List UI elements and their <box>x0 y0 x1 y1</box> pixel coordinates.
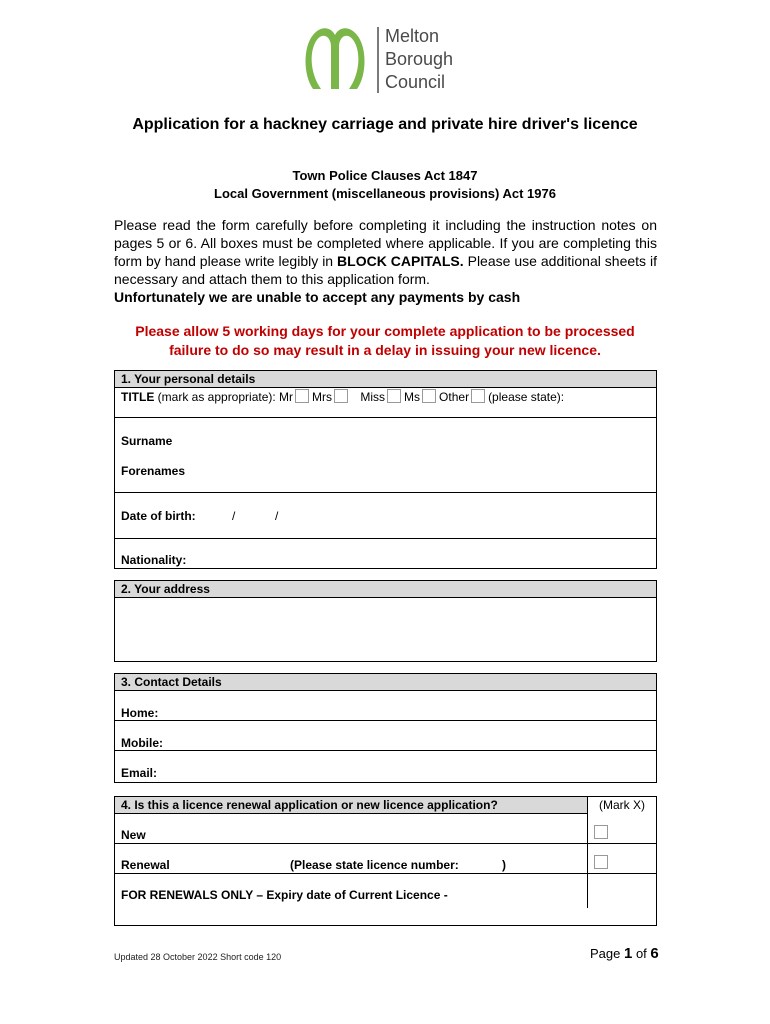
expiry-mark-cell <box>587 874 656 908</box>
mobile-row[interactable] <box>115 721 656 751</box>
page-word: Page <box>590 946 624 961</box>
title-label: TITLE <box>121 390 155 404</box>
page-title: Application for a hackney carriage and private hire driver's licence <box>132 116 638 133</box>
surname-label: Surname <box>121 434 173 448</box>
mobile-label: Mobile: <box>121 736 163 750</box>
page-total: 6 <box>650 945 659 962</box>
council-logo-mark-icon <box>301 25 371 95</box>
council-logo <box>309 25 469 95</box>
forenames-label: Forenames <box>121 464 186 478</box>
section-address <box>114 580 657 662</box>
checkbox-mr[interactable] <box>295 389 309 403</box>
checkbox-miss[interactable] <box>387 389 401 403</box>
title-row <box>115 388 656 418</box>
dob-slash-2: / <box>275 509 279 523</box>
mark-x-header: (Mark X) <box>587 797 656 814</box>
renewal-row <box>115 844 656 874</box>
warning-line-1: Please allow 5 working days for your complete application to be processed <box>135 323 635 339</box>
logo-wordmark <box>385 25 453 94</box>
renewal-mark-cell <box>587 844 656 873</box>
label-miss: Miss <box>360 390 386 404</box>
email-row[interactable] <box>115 751 656 781</box>
expiry-row[interactable] <box>115 874 656 925</box>
intro-block-capitals: BLOCK CAPITALS. <box>337 253 464 269</box>
label-other: Other <box>439 390 470 404</box>
page-number <box>590 945 659 962</box>
footer-updated: Updated 28 October 2022 Short code 120 <box>114 952 282 962</box>
checkbox-mrs[interactable] <box>334 389 348 403</box>
dob-label: Date of birth: <box>121 509 196 523</box>
licence-number-close: ) <box>502 858 506 872</box>
section-licence-type <box>114 796 657 926</box>
page-current: 1 <box>623 945 633 962</box>
section-4-question: 4. Is this a licence renewal application or new licence application? <box>121 798 498 812</box>
act-1847: Town Police Clauses Act 1847 <box>292 168 478 183</box>
label-ms: Ms <box>404 390 421 404</box>
section-3-header: 3. Contact Details <box>115 674 656 691</box>
page-of: of <box>632 946 651 961</box>
home-label: Home: <box>121 706 159 720</box>
renewal-label: Renewal <box>121 858 170 872</box>
checkbox-other[interactable] <box>471 389 485 403</box>
new-label: New <box>121 828 146 842</box>
label-please-state: (please state): <box>488 390 565 404</box>
section-personal-details <box>114 370 657 569</box>
email-label: Email: <box>121 766 158 780</box>
dob-slash-1: / <box>232 509 236 523</box>
nationality-row[interactable] <box>115 539 656 567</box>
section-4-header <box>115 797 656 814</box>
new-mark-cell <box>587 814 656 843</box>
processing-warning <box>100 322 670 360</box>
intro-text-2: Please use additional sheets if necessary and attach them to this application form. <box>114 253 658 287</box>
checkbox-ms[interactable] <box>422 389 436 403</box>
warning-line-2: failure to do so may result in a delay in issuing your new licence. <box>169 342 601 358</box>
name-row[interactable] <box>115 418 656 493</box>
cash-note: Unfortunately we are unable to accept any payments by cash <box>114 289 521 305</box>
intro-paragraph <box>114 216 657 306</box>
section-1-header: 1. Your personal details <box>115 371 656 388</box>
renewals-only-label: FOR RENEWALS ONLY – Expiry date of Current Licence - <box>121 888 448 902</box>
checkbox-renewal[interactable] <box>594 855 608 869</box>
licence-number-prompt: (Please state licence number: <box>290 858 459 872</box>
section-2-header: 2. Your address <box>115 581 656 598</box>
act-1976: Local Government (miscellaneous provisions) Act 1976 <box>214 186 556 201</box>
logo-line-2: Borough <box>385 49 454 69</box>
intro-text-1: Please read the form carefully before completing it including the instruction notes on pages 5 or 6. All boxes must be completed where applicable. If you are completing this form by hand please write legibly in <box>114 217 657 269</box>
nationality-label: Nationality: <box>121 553 187 567</box>
logo-divider <box>377 27 379 93</box>
logo-line-3: Council <box>385 72 446 92</box>
new-row <box>115 814 656 844</box>
logo-line-1: Melton <box>385 26 440 46</box>
address-field[interactable] <box>115 598 656 661</box>
title-hint: (mark as appropriate): Mr <box>154 390 294 404</box>
home-row[interactable] <box>115 691 656 721</box>
checkbox-new[interactable] <box>594 825 608 839</box>
dob-row[interactable] <box>115 493 656 539</box>
section-contact-details <box>114 673 657 783</box>
label-mrs: Mrs <box>312 390 333 404</box>
